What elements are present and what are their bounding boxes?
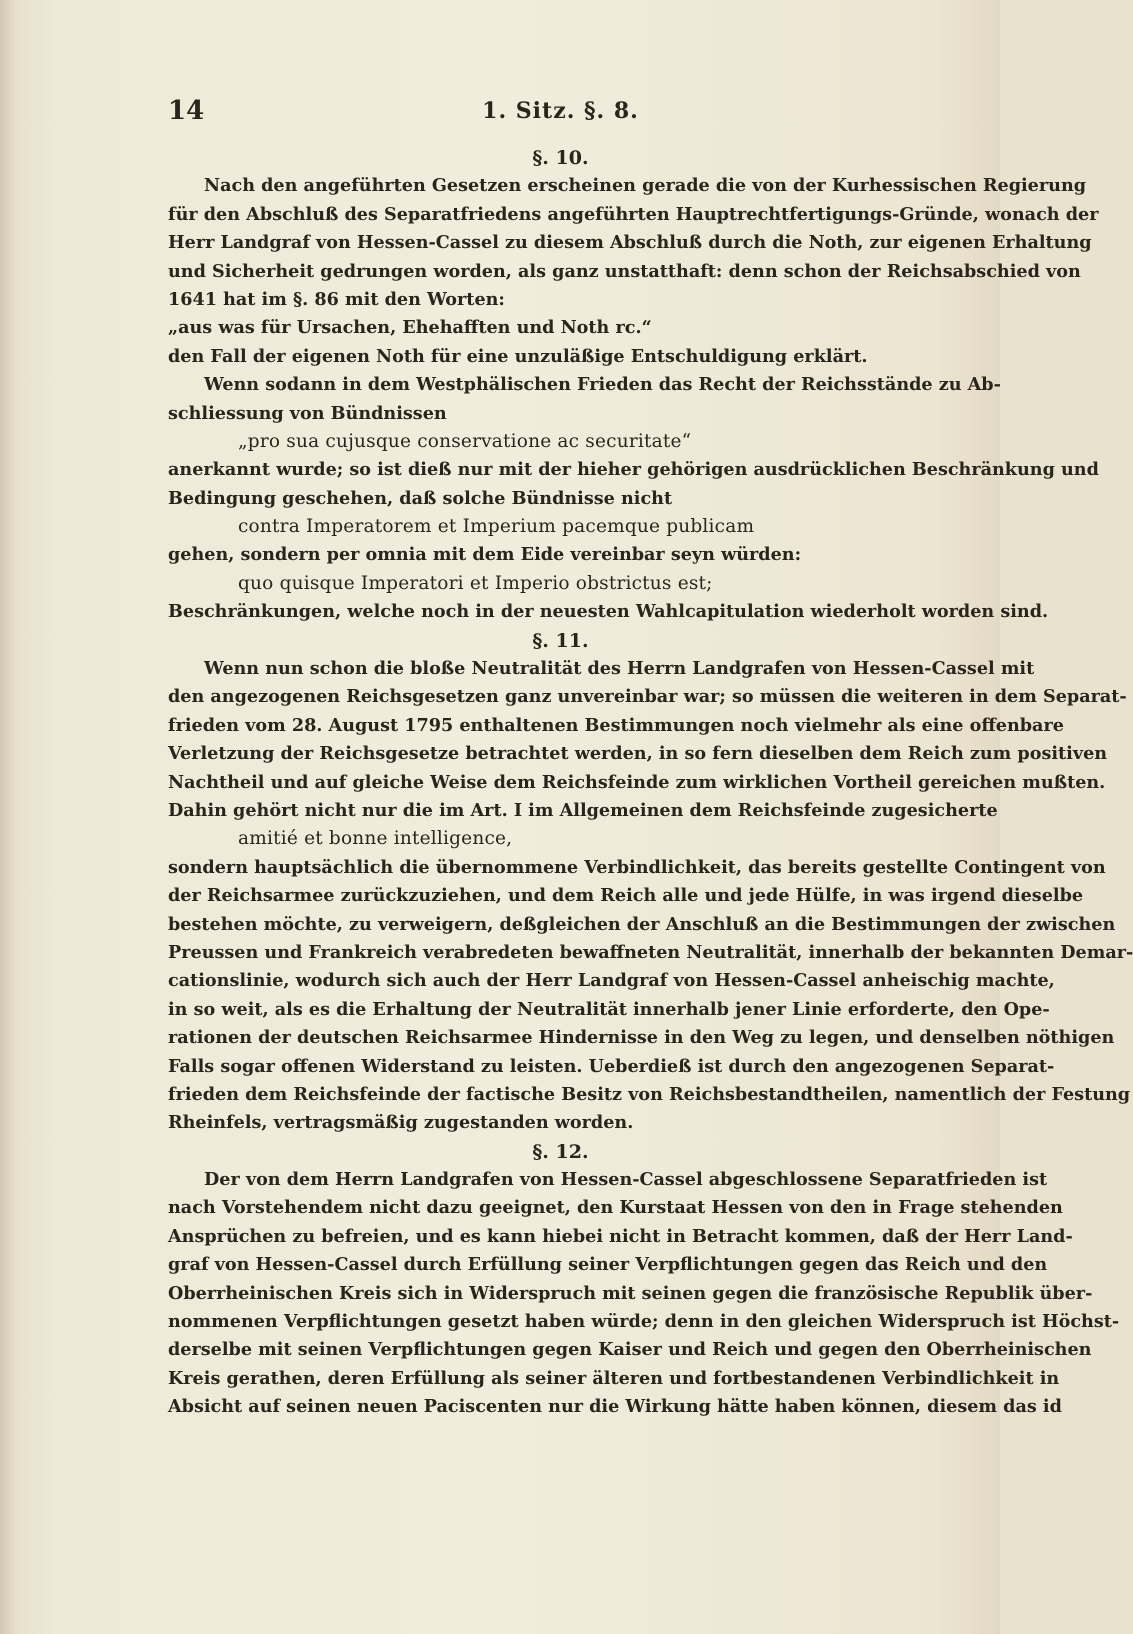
text-line: Verletzung der Reichsgesetze betrachtet werden, in so fern dieselben dem Reich zum positiven [168, 743, 1108, 765]
text-line: in so weit, als es die Erhaltung der Neutralität innerhalb jener Linie erforderte, den Ope- [168, 998, 1050, 1020]
text-line: Bedingung geschehen, daß solche Bündnisse nicht [168, 487, 673, 509]
latin-quotation: contra Imperatorem et Imperium pacemque publicam [238, 516, 755, 538]
text-line: Falls sogar offenen Widerstand zu leisten. Ueberdieß ist durch den angezogenen Separat- [168, 1055, 1055, 1077]
text-line: rationen der deutschen Reichsarmee Hindernisse in den Weg zu legen, und denselben nöthigen [168, 1027, 1115, 1049]
text-line: schliessung von Bündnissen [168, 402, 447, 424]
text-line: Rheinfels, vertragsmäßig zugestanden worden. [168, 1112, 634, 1134]
text-line: Preussen und Frankreich verabredeten bewaffneten Neutralität, innerhalb der bekannten Demar- [168, 941, 1133, 963]
text-line: frieden vom 28. August 1795 enthaltenen Bestimmungen noch vielmehr als eine offenbare [168, 714, 1064, 736]
text-line: sondern hauptsächlich die übernommene Verbindlichkeit, das bereits gestellte Contingent von [168, 856, 1106, 878]
text-line: frieden dem Reichsfeinde der factische Besitz von Reichsbestandtheilen, namentlich der Festung [168, 1083, 1131, 1105]
text-line: Kreis gerathen, deren Erfüllung als seiner älteren und fortbestandenen Verbindlichkeit in [168, 1367, 1060, 1389]
text-line: nommenen Verpflichtungen gesetzt haben würde; denn in den gleichen Widerspruch ist Höchst- [168, 1311, 1120, 1333]
text-line: graf von Hessen-Cassel durch Erfüllung seiner Verpflichtungen gegen das Reich und den [168, 1254, 1048, 1276]
text-line: bestehen möchte, zu verweigern, deßgleichen der Anschluß an die Bestimmungen der zwischen [168, 913, 1116, 935]
text-line: derselbe mit seinen Verpflichtungen gegen Kaiser und Reich und gegen den Oberrheinischen [168, 1339, 1092, 1361]
text-line: Ansprüchen zu befreien, und es kann hiebei nicht in Betracht kommen, daß der Herr Land- [168, 1225, 1073, 1247]
quotation-line: „aus was für Ursachen, Ehehafften und Noth rc.“ [168, 317, 652, 339]
text-line: nach Vorstehendem nicht dazu geeignet, den Kurstaat Hessen von den in Frage stehenden [168, 1197, 1063, 1219]
latin-quotation: „pro sua cujusque conservatione ac securitate“ [238, 430, 692, 452]
text-line: Nach den angeführten Gesetzen erscheinen gerade die von der Kurhessischen Regierung [204, 175, 1087, 197]
text-line: anerkannt wurde; so ist dieß nur mit der hieher gehörigen ausdrücklichen Beschränkung und [168, 459, 1099, 481]
text-line: Oberrheinischen Kreis sich in Widerspruch mit seinen gegen die französische Republik über- [168, 1282, 1093, 1304]
text-line: Dahin gehört nicht nur die im Art. I im Allgemeinen dem Reichsfeinde zugesicherte [168, 799, 998, 821]
page-number: 14 [168, 96, 205, 126]
text-line: Herr Landgraf von Hessen-Cassel zu diesem Abschluß durch die Noth, zur eigenen Erhaltung [168, 232, 1092, 254]
text-line: Der von dem Herrn Landgrafen von Hessen-Cassel abgeschlossene Separatfrieden ist [204, 1169, 1048, 1191]
text-line: den angezogenen Reichsgesetzen ganz unvereinbar war; so müssen die weiteren in dem Separat- [168, 686, 1127, 708]
body-text [168, 144, 1133, 1422]
text-line: der Reichsarmee zurückzuziehen, und dem Reich alle und jede Hülfe, in was irgend dieselbe [168, 885, 1084, 907]
text-line: Absicht auf seinen neuen Paciscenten nur die Wirkung hätte haben können, diesem das id [168, 1396, 1062, 1418]
page-edge-shadow [0, 0, 18, 1634]
text-line: gehen, sondern per omnia mit dem Eide vereinbar seyn würden: [168, 544, 802, 566]
text-line: und Sicherheit gedrungen worden, als ganz unstatthaft: denn schon der Reichsabschied von [168, 260, 1081, 282]
text-line: cationslinie, wodurch sich auch der Herr Landgraf von Hessen-Cassel anheischig machte, [168, 970, 1055, 992]
running-head: 1. Sitz. §. 8. [482, 98, 639, 124]
section-heading: §. 12. [532, 1140, 589, 1163]
text-line: den Fall der eigenen Noth für eine unzuläßige Entschuldigung erklärt. [168, 345, 868, 367]
text-line: Wenn sodann in dem Westphälischen Frieden das Recht der Reichsstände zu Ab- [204, 374, 1001, 396]
section-heading: §. 10. [532, 147, 589, 169]
latin-quotation: quo quisque Imperatori et Imperio obstrictus est; [238, 572, 713, 594]
section-heading: §. 11. [532, 629, 589, 652]
text-line: für den Abschluß des Separatfriedens angeführten Hauptrechtfertigungs-Gründe, wonach der [168, 203, 1099, 225]
latin-quotation: amitié et bonne intelligence, [238, 828, 513, 850]
text-line: Nachtheil und auf gleiche Weise dem Reichsfeinde zum wirklichen Vortheil gereichen mußten. [168, 771, 1106, 793]
text-line: 1641 hat im §. 86 mit den Worten: [168, 288, 505, 310]
page-header [168, 96, 953, 132]
text-line: Wenn nun schon die bloße Neutralität des Herrn Landgrafen von Hessen-Cassel mit [204, 658, 1035, 680]
text-line: Beschränkungen, welche noch in der neuesten Wahlcapitulation wiederholt worden sind. [168, 601, 1049, 623]
